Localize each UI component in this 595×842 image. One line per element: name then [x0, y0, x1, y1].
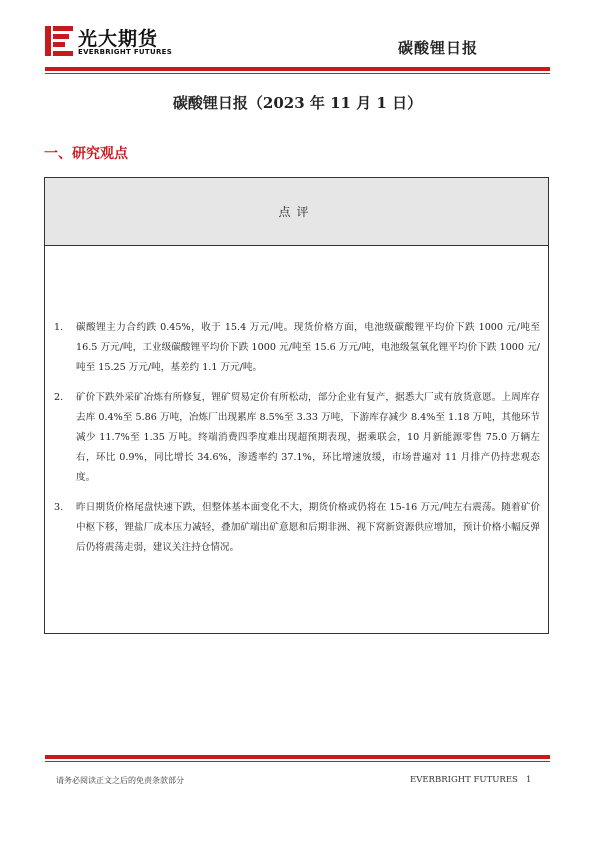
header-report-name: 碳酸锂日报 — [398, 39, 479, 57]
commentary-point — [54, 388, 540, 488]
footer-divider-thick — [45, 755, 550, 759]
footer-disclaimer: 请务必阅读正文之后的免责条款部分 — [56, 776, 184, 785]
commentary-point — [54, 498, 540, 558]
commentary-point — [54, 318, 540, 378]
commentary-box — [44, 177, 549, 634]
footer-company-page — [410, 775, 531, 785]
point-text: 昨日期货价格尾盘快速下跌，但整体基本面变化不大，期货价格或仍将在 15-16 万元/吨左右震荡。随着矿价中枢下移，锂盐厂成本压力减轻，叠加矿端出矿意愿和后期非洲、视下窝新资源供应增加，预计价格小幅反弹后仍将震荡走弱，建议关注持仓情况。 — [76, 502, 540, 553]
logo-chinese-name: 光大期货 — [78, 28, 159, 50]
footer-company: EVERBRIGHT FUTURES — [410, 775, 518, 785]
commentary-box-title: 点评 — [278, 205, 315, 219]
point-text: 矿价下跌外采矿冶炼有所修复，锂矿贸易定价有所松动，部分企业有复产，据悉大厂或有放货意愿。上周库存去库 0.4%至 5.86 万吨，冶炼厂出现累库 8.5%至 3.33 万吨，下游库存减少 8.4%至 1.18 万吨，其他环节减少 11.7%至 1.35 万吨。终端消费四季度难出现超预期表现，据乘联会，10 月新能源零售 75.0 万辆左右，环比 0.9%，同比增长 34.6%，渗透率约 37.1%，环比增速放缓，市场普遍对 11 月排产仍持悲观态度。 — [76, 392, 540, 483]
point-text: 碳酸锂主力合约跌 0.45%，收于 15.4 万元/吨。现货价格方面，电池级碳酸锂平均价下跌 1000 元/吨至 16.5 万元/吨，工业级碳酸锂平均价下跌 1000 元/吨至 15.6 万元/吨，电池级氢氧化锂平均价下跌 1000 元/吨至 15.25 万元/吨，基差约 1.1 万元/吨。 — [76, 322, 540, 373]
everbright-logo-icon — [45, 26, 73, 56]
footer-divider-thin — [45, 761, 550, 762]
header-divider-thick — [45, 67, 550, 71]
commentary-points — [54, 318, 540, 568]
header-divider-thin — [45, 73, 550, 74]
document-title: 碳酸锂日报（2023 年 11 月 1 日） — [172, 94, 423, 112]
commentary-box-header — [45, 178, 548, 246]
logo-english-name: EVERBRIGHT FUTURES — [78, 48, 173, 56]
company-logo — [45, 24, 175, 58]
section-heading: 一、研究观点 — [44, 146, 128, 162]
point-number: 1. — [54, 322, 64, 333]
point-number: 3. — [54, 502, 64, 513]
page-number: 1 — [525, 775, 532, 785]
point-number: 2. — [54, 392, 64, 403]
